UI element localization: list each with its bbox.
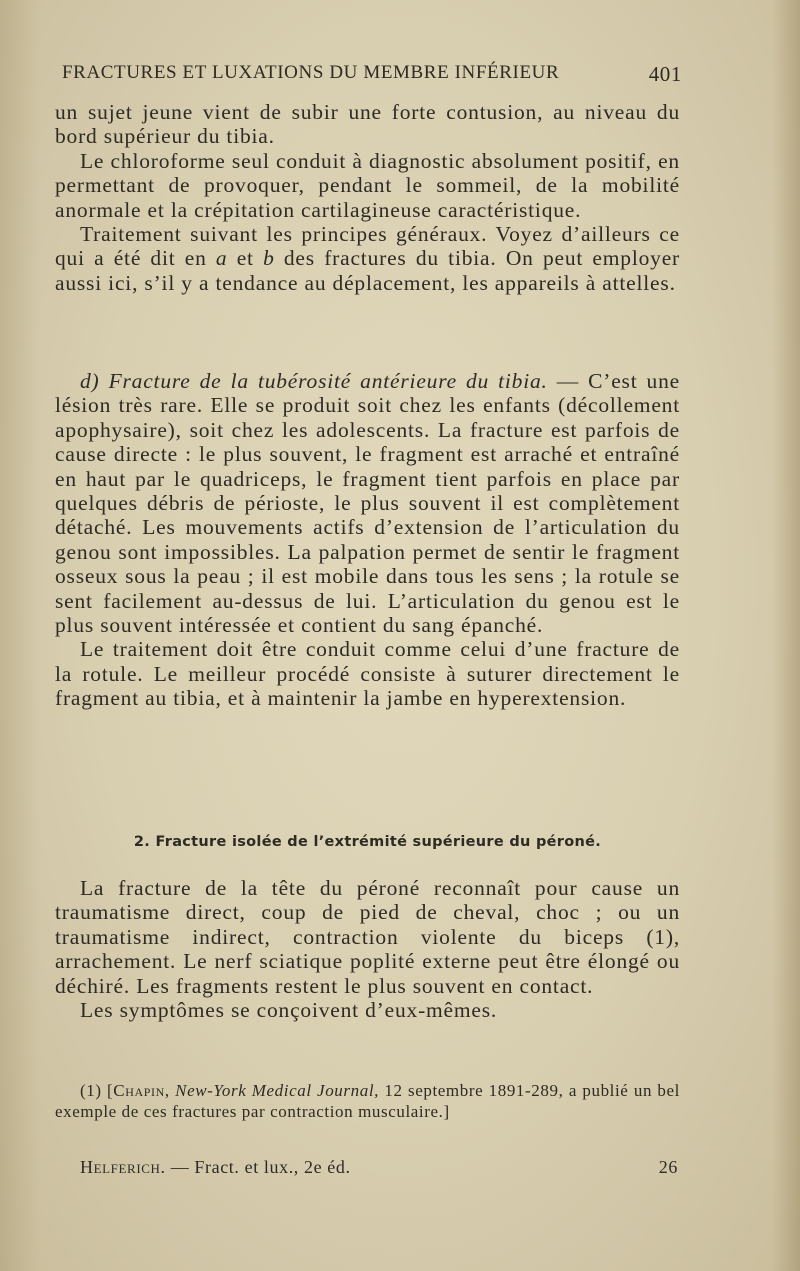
paragraph-traitement [55, 222, 680, 295]
footnote-author: Chapin [113, 1081, 165, 1100]
running-title: FRACTURES ET LUXATIONS DU MEMBRE INFÉRIEUR [62, 62, 560, 83]
text-block-tuberosite [55, 369, 680, 711]
text-block-top [55, 100, 680, 295]
footnote-marker: (1) [ [80, 1081, 114, 1100]
signature-title: — Fract. et lux., 2e éd. [165, 1157, 351, 1177]
section-heading: 2. Fracture isolée de l’extrémité supérieure du péroné. [133, 834, 602, 850]
text-block-perone [55, 876, 680, 1022]
printer-signature [80, 1157, 680, 1181]
traitement-text-2: et [227, 246, 264, 271]
page-number: 401 [648, 62, 682, 86]
traitement-text-1: Traitement suivant les principes généraux. Voyez d’ailleurs ce qui a été dit en [55, 222, 680, 271]
paragraph-symptomes: Les symptômes se conçoivent d’eux-mêmes. [80, 998, 498, 1023]
paragraph-contusion: un sujet jeune vient de subir une forte contusion, au niveau du bord supérieur du tibia. [55, 100, 680, 149]
tuberosite-text: — C’est une lésion très rare. Elle se produit soit chez les enfants (décollement apophysaire), soit chez les adolescents. La fracture est parfois de cause directe : le plus souvent, le fragment est arraché et entraîné en haut par le quadriceps, le fragment tient parfois en place par quelques débris de périoste, le plus souvent il est complètement détaché. Les mouvements actifs d’extension de l’articulation du genou sont impossibles. La palpation permet de sentir le fragment osseux sous la peau ; il est mobile dans tous les sens ; la rotule se sent facilement au-dessus de lui. L’articulation du genou est le plus souvent intéressée et contient du sang épanché. [55, 369, 680, 638]
paragraph-chloroforme: Le chloroforme seul conduit à diagnostic absolument positif, en permettant de provoquer, pendant le sommeil, de la mobilité anormale et la crépitation cartilagineuse caractéristique. [55, 148, 680, 222]
signature-sheet: 26 [658, 1157, 678, 1177]
subsection-label: d) [80, 369, 100, 393]
ref-b: b [263, 246, 275, 271]
footnote-sep: , [164, 1081, 176, 1100]
footnote-rest: 12 septembre 1891-289, a publié un bel exemple de ces fractures par contraction musculaire.] [55, 1081, 681, 1121]
footnote-journal: New-York Medical Journal, [175, 1081, 379, 1100]
paragraph-tuberosite [55, 369, 680, 637]
paragraph-perone: La fracture de la tête du péroné reconnaît pour cause un traumatisme direct, coup de pied de cheval, choc ; ou un traumatisme indirect, contraction violente du biceps (1), arrachement. Le nerf sciatique poplité externe peut être élongé ou déchiré. Les fragments restent le plus souvent en contact. [55, 876, 680, 998]
subsection-title: Fracture de la tubérosité antérieure du tibia. [108, 369, 548, 393]
signature-author: Helferich. [80, 1157, 166, 1177]
paragraph-traitement-rotule: Le traitement doit être conduit comme celui d’une fracture de la rotule. Le meilleur procédé consiste à suturer directement le fragment au tibia, et à maintenir la jambe en hyperextension. [55, 637, 680, 711]
ref-a: a [215, 246, 228, 271]
footnote [55, 1081, 680, 1122]
running-header [62, 62, 682, 88]
page-edge-right [772, 0, 800, 1271]
traitement-text-3: des fractures du tibia. On peut employer aussi ici, s’il y a tendance au déplacement, les appareils à attelles. [55, 246, 680, 295]
page-edge-left [0, 0, 40, 1271]
signature-left [80, 1157, 351, 1178]
